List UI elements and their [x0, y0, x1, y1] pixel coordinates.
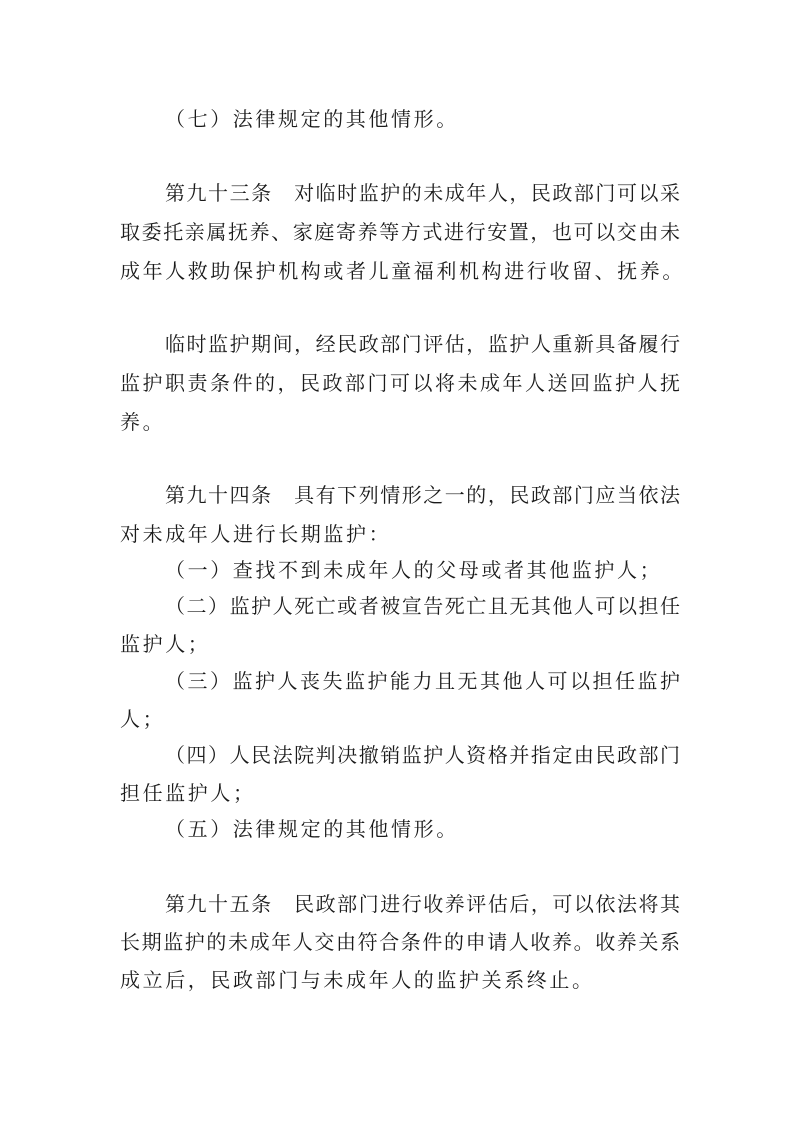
paragraph-line: 监护职责条件的，民政部门可以将未成年人送回监护人抚	[120, 371, 680, 395]
paragraph-line: 养。	[120, 410, 166, 434]
list-item-2-line-1: （二）监护人死亡或者被宣告死亡且无其他人可以担任	[165, 594, 680, 618]
article-94-line-2: 对未成年人进行长期监护：	[120, 522, 392, 546]
paragraph-line: （七）法律规定的其他情形。	[165, 107, 459, 131]
article-94-line-1: 第九十四条 具有下列情形之一的，民政部门应当依法	[165, 483, 680, 507]
article-93-line-1: 第九十三条 对临时监护的未成年人，民政部门可以采	[165, 181, 680, 205]
article-95-line-3: 成立后，民政部门与未成年人的监护关系终止。	[120, 968, 595, 992]
list-item-2-line-2: 监护人；	[120, 632, 211, 656]
paragraph-line: 临时监护期间，经民政部门评估，监护人重新具备履行	[165, 332, 680, 356]
list-item-1: （一）查找不到未成年人的父母或者其他监护人；	[165, 558, 663, 582]
list-item-4-line-1: （四）人民法院判决撤销监护人资格并指定由民政部门	[165, 743, 680, 767]
list-item-3-line-1: （三）监护人丧失监护能力且无其他人可以担任监护	[165, 669, 680, 693]
article-95-line-1: 第九十五条 民政部门进行收养评估后，可以依法将其	[165, 892, 680, 916]
article-93-line-2: 取委托亲属抚养、家庭寄养等方式进行安置，也可以交由未	[120, 220, 680, 244]
list-item-5: （五）法律规定的其他情形。	[165, 817, 459, 841]
article-93-line-3: 成年人救助保护机构或者儿童福利机构进行收留、抚养。	[120, 259, 685, 283]
list-item-3-line-2: 人；	[120, 707, 166, 731]
list-item-4-line-2: 担任监护人；	[120, 781, 256, 805]
article-95-line-2: 长期监护的未成年人交由符合条件的申请人收养。收养关系	[120, 930, 680, 954]
